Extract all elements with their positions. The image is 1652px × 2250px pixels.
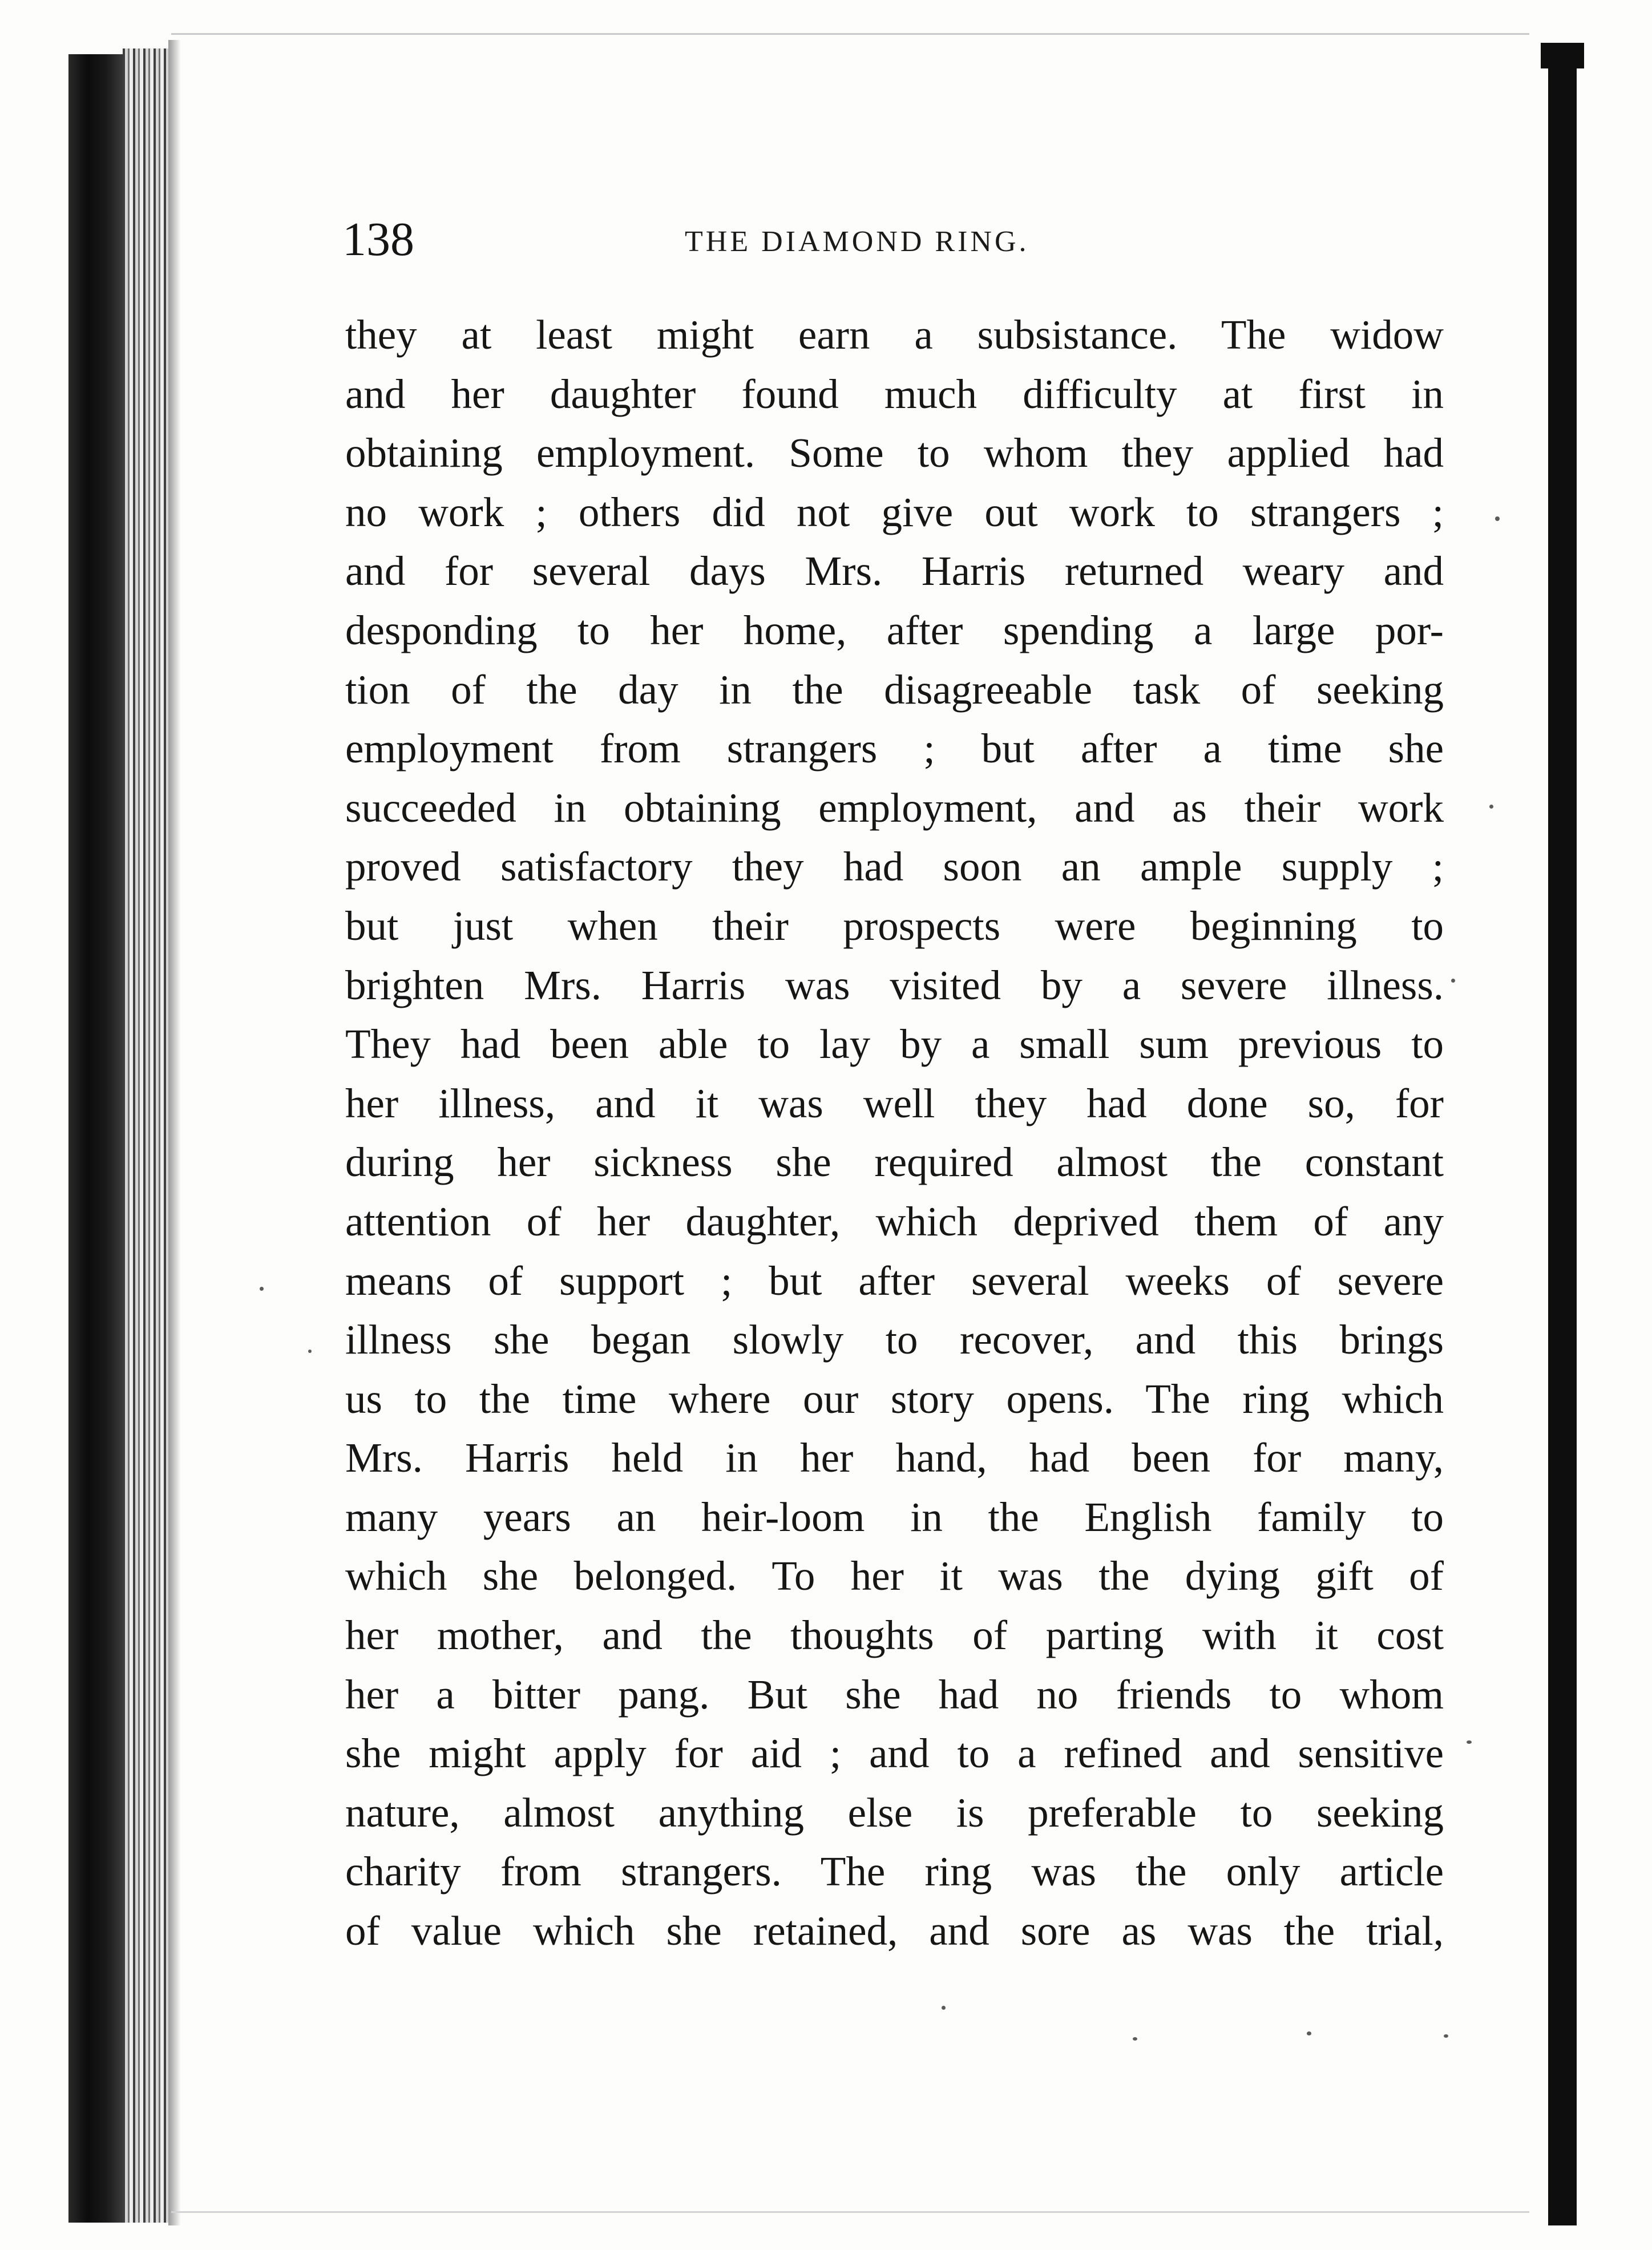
right-border-bar [1548, 43, 1577, 2225]
text-line: employment from strangers ; but after a time she [345, 725, 1444, 772]
text-line: during her sickness she required almost the constant [345, 1139, 1444, 1186]
text-line: obtaining employment. Some to whom they applied had [345, 430, 1444, 476]
scan-speck [260, 1287, 264, 1291]
book-spine-binding [123, 49, 168, 2223]
scan-speck [1133, 2037, 1137, 2041]
text-line: charity from strangers. The ring was the only article [345, 1848, 1444, 1895]
text-line: attention of her daughter, which deprived them of any [345, 1198, 1444, 1245]
page-number: 138 [342, 213, 414, 266]
text-line: of value which she retained, and sore as was the trial, [345, 1908, 1444, 1954]
scan-speck [1489, 805, 1493, 809]
text-line: us to the time where our story opens. The ring which [345, 1375, 1444, 1422]
gutter-fade [168, 40, 181, 2225]
scan-speck [1467, 1740, 1472, 1744]
book-spine-shadow [68, 54, 123, 2223]
text-line: she might apply for aid ; and to a refined and sensitive [345, 1730, 1444, 1777]
text-line: they at least might earn a subsistance. The widow [345, 312, 1444, 358]
text-line: tion of the day in the disagreeable task of seeking [345, 666, 1444, 713]
scan-speck [1307, 2031, 1311, 2035]
text-line: proved satisfactory they had soon an ample supply ; [345, 843, 1444, 890]
text-line: succeeded in obtaining employment, and as their work [345, 784, 1444, 831]
page-edge-bottom [171, 2211, 1529, 2213]
text-line: but just when their prospects were beginning to [345, 902, 1444, 949]
text-line: her mother, and the thoughts of parting with it cost [345, 1612, 1444, 1659]
text-line: brighten Mrs. Harris was visited by a severe illness. [345, 962, 1444, 1008]
text-line: means of support ; but after several weeks of severe [345, 1257, 1444, 1304]
text-line: Mrs. Harris held in her hand, had been for many, [345, 1435, 1444, 1481]
scan-speck [1444, 2034, 1448, 2038]
page-edge-top [171, 33, 1529, 35]
running-head [342, 208, 1187, 271]
text-line: desponding to her home, after spending a large por- [345, 607, 1444, 653]
text-line: her a bitter pang. But she had no friends to whom [345, 1671, 1444, 1718]
text-line: her illness, and it was well they had done so, for [345, 1080, 1444, 1126]
text-line: which she belonged. To her it was the dying gift of [345, 1553, 1444, 1599]
text-line: illness she began slowly to recover, and this brings [345, 1316, 1444, 1363]
text-line: They had been able to lay by a small sum previous to [345, 1021, 1444, 1068]
text-line: nature, almost anything else is preferable to seeking [345, 1789, 1444, 1836]
text-line: and for several days Mrs. Harris returned weary and [345, 548, 1444, 595]
text-line: many years an heir-loom in the English family to [345, 1493, 1444, 1540]
scan-speck [1495, 516, 1500, 521]
text-line: no work ; others did not give out work to strangers ; [345, 488, 1444, 535]
right-border-cap [1541, 43, 1584, 68]
scan-speck [1451, 979, 1455, 983]
running-title: THE DIAMOND RING. [685, 225, 1029, 258]
text-line: and her daughter found much difficulty at first in [345, 370, 1444, 417]
scan-speck [308, 1350, 312, 1353]
body-text [345, 305, 1444, 1961]
scan-speck [942, 2006, 946, 2010]
